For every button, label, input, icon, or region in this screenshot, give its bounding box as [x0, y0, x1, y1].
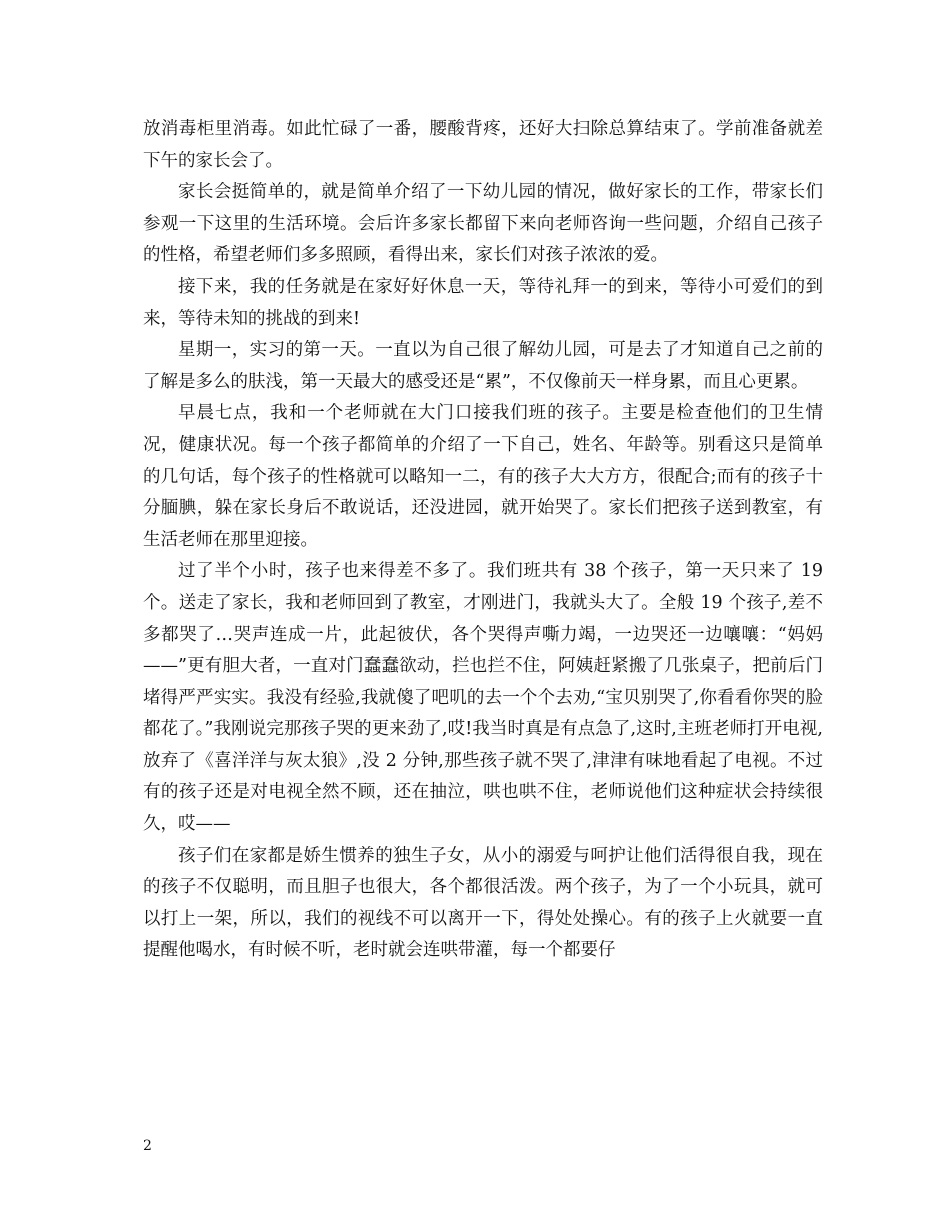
- paragraph: 星期一，实习的第一天。一直以为自己很了解幼儿园，可是去了才知道自己之前的了解是多么的肤浅，第一天最大的感受还是“累”，不仅像前天一样身累，而且心更累。: [143, 340, 823, 392]
- body-text: [143, 114, 823, 967]
- paragraph: 早晨七点，我和一个老师就在大门口接我们班的孩子。主要是检查他们的卫生情况，健康状况。每一个孩子都简单的介绍了一下自己，姓名、年龄等。别看这只是简单的几句话，每个孩子的性格就可以略知一二，有的孩子大大方方，很配合;而有的孩子十分腼腆，躲在家长身后不敢说话，还没进园，就开始哭了。家长们把孩子送到教室，有生活老师在那里迎接。: [143, 403, 823, 550]
- paragraph: 孩子们在家都是娇生惯养的独生子女，从小的溺爱与呵护让他们活得很自我，现在的孩子不仅聪明，而且胆子也很大，各个都很活泼。两个孩子，为了一个小玩具，就可以打上一架，所以，我们的视线不可以离开一下，得处处操心。有的孩子上火就要一直提醒他喝水，有时候不听，老时就会连哄带灌，每一个都要仔: [143, 845, 823, 961]
- paragraph: 过了半个小时，孩子也来得差不多了。我们班共有 38 个孩子，第一天只来了 19 个。送走了家长，我和老师回到了教室，才刚进门，我就头大了。全般 19 个孩子,差不多都哭了…哭声连成一片，此起彼伏，各个哭得声嘶力竭，一边哭还一边嚷嚷：“妈妈——”更有胆大者，一直对门蠢蠢欲动，拦也拦不住，阿姨赶紧搬了几张桌子，把前后门堵得严严实实。我没有经验,我就傻了吧叽的去一个个去劝,“宝贝别哭了,你看看你哭的脸都花了。”我刚说完那孩子哭的更来劲了,哎!我当时真是有点急了,这时,主班老师打开电视,放弃了《喜洋洋与灰太狼》,没 2 分钟,那些孩子就不哭了,津津有味地看起了电视。不过有的孩子还是对电视全然不顾，还在抽泣，哄也哄不住，老师说他们这种症状会持续很久，哎——: [143, 561, 823, 835]
- paragraph: 放消毒柜里消毒。如此忙碌了一番，腰酸背疼，还好大扫除总算结束了。学前准备就差下午的家长会了。: [143, 119, 823, 171]
- paragraph: 接下来，我的任务就是在家好好休息一天，等待礼拜一的到来，等待小可爱们的到来，等待未知的挑战的到来!: [143, 276, 823, 329]
- page-number: 2: [143, 1138, 152, 1154]
- paragraph: 家长会挺简单的，就是简单介绍了一下幼儿园的情况，做好家长的工作，带家长们参观一下这里的生活环境。会后许多家长都留下来向老师咨询一些问题，介绍自己孩子的性格，希望老师们多多照顾，看得出来，家长们对孩子浓浓的爱。: [143, 182, 823, 266]
